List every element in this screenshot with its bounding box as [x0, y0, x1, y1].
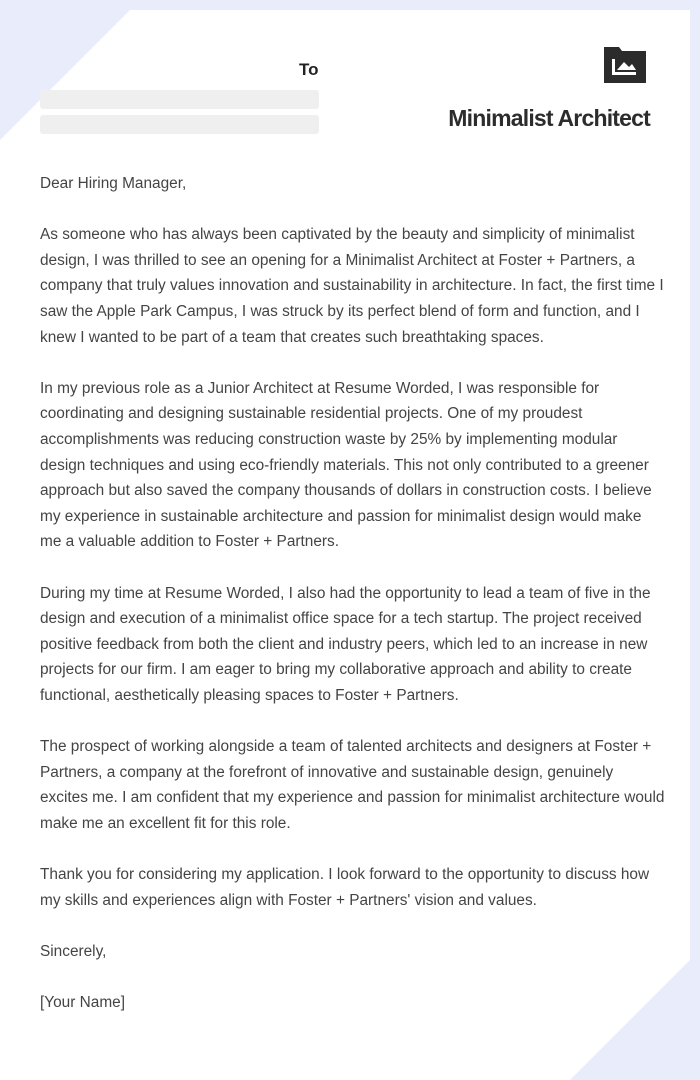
paragraph-3: During my time at Resume Worded, I also had the opportunity to lead a team of five in the design and execution of a minimalist office space for a tech startup. The project received positive feedback from both the client and industry peers, which led to an increase in new projects for our firm. I am eager to bring my collaborative approach and ability to create functional, aesthetically pleasing spaces to Foster + Partners. — [40, 584, 651, 704]
paragraph-1: As someone who has always been captivated by the beauty and simplicity of minimalist design, I was thrilled to see an opening for a Minimalist Architect at Foster + Partners, a company that truly values innovation and sustainability in architecture. In fact, the first time I saw the Apple Park Campus, I was struck by its perfect blend of form and function, and I knew I wanted to be part of a team that creates such breathtaking spaces. — [40, 226, 664, 346]
closing: Sincerely, — [40, 942, 107, 960]
recipient-address-placeholder-line-1 — [40, 90, 319, 109]
letter-page — [0, 10, 690, 1080]
paragraph-2: In my previous role as a Junior Architect at Resume Worded, I was responsible for coordinating and designing sustainable residential projects. One of my proudest accomplishments was reducing construction waste by 25% by implementing modular design techniques and using eco-friendly materials. This not only contributed to a greener approach but also saved the company thousands of dollars in construction costs. I believe my experience in sustainable architecture and passion for minimalist design would make me a valuable addition to Foster + Partners. — [40, 379, 652, 551]
paragraph-5: Thank you for considering my application. I look forward to the opportunity to discuss how my skills and experiences align with Foster + Partners' vision and values. — [40, 866, 650, 909]
folder-image-icon — [604, 45, 646, 83]
job-title: Minimalist Architect — [448, 105, 650, 131]
greeting: Dear Hiring Manager, — [40, 175, 187, 192]
signature: [Your Name] — [40, 994, 125, 1011]
recipient-address-placeholder-line-2 — [40, 115, 319, 134]
paragraph-4: The prospect of working alongside a team of talented architects and designers at Foster + Partners, a company at the forefront of innovative and sustainable design, genuinely excites me. I am confident that my experience and passion for minimalist architecture would make me an excellent fit for this role. — [40, 738, 665, 832]
to-label: To — [299, 60, 319, 79]
letter-body — [40, 171, 665, 1041]
